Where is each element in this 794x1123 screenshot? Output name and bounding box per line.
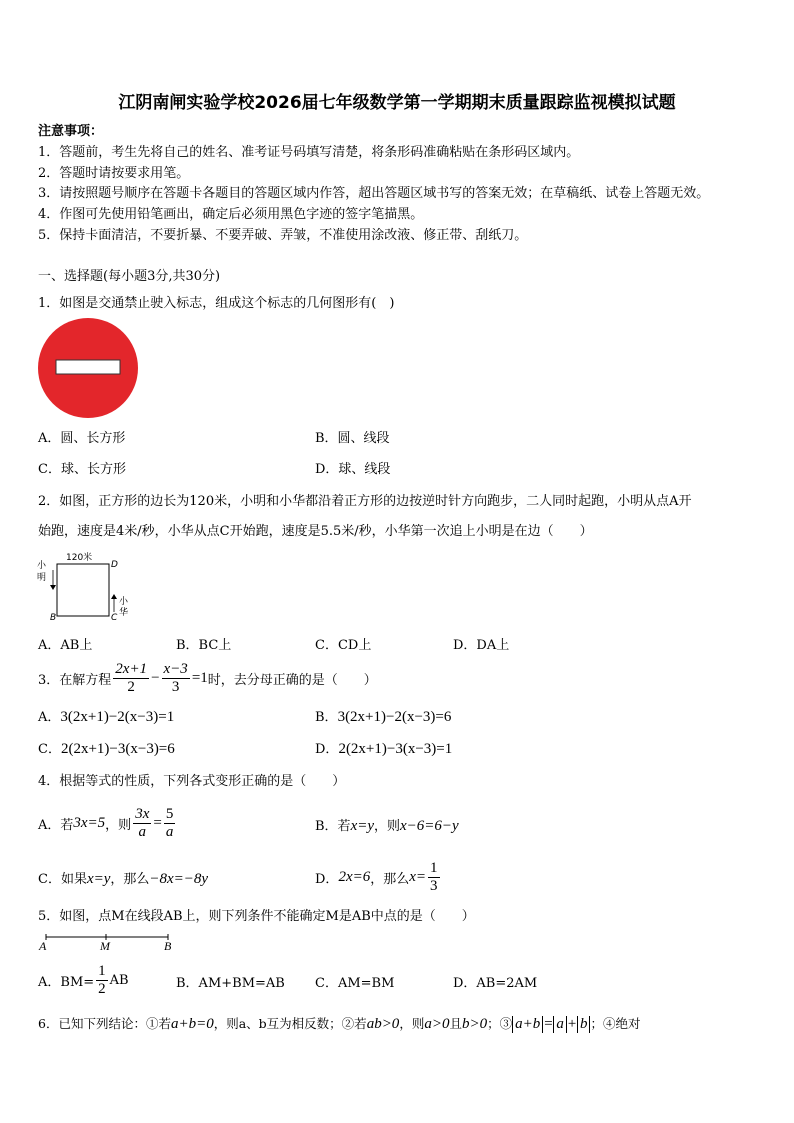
- xiaoming-char-1: 小: [37, 561, 47, 571]
- xiaohua-arrowhead: [111, 594, 117, 599]
- point-m-label: M: [100, 939, 110, 952]
- q6-equals: =: [543, 1016, 554, 1032]
- q3-stem-suffix: 时，去分母正确的是（ ）: [207, 672, 377, 688]
- q3-fraction-1-numerator: 2x+1: [115, 660, 148, 677]
- q4-b-then: ，则: [374, 819, 401, 834]
- q4-a-then: ，则: [105, 817, 132, 833]
- q3-fraction-2-numerator: x−3: [163, 660, 188, 677]
- q6-abs-b: b: [577, 1016, 591, 1033]
- q4-a-condition: 3x=5: [73, 814, 106, 831]
- side-length-label: 120米: [66, 553, 93, 563]
- q4-c-prefix: C．如果: [38, 872, 87, 887]
- q4-d-fraction: [428, 860, 440, 895]
- question-2-option-b: B．BC上: [176, 638, 232, 653]
- q6-math-4: b>0: [461, 1016, 488, 1032]
- segment-am-b-figure: [36, 932, 186, 952]
- q4-d-prefix: D．: [315, 871, 339, 887]
- question-2-stem-line-2: 始跑，速度是4米/秒，小华从点C开始跑，速度是5.5米/秒，小华第一次追上小明是在边（ ）: [38, 524, 593, 539]
- q3-a-math: 3(2x+1)−2(x−3)=1: [60, 709, 175, 725]
- q6-part-3: ，则: [399, 1016, 425, 1031]
- q3-c-math: 2(2x+1)−3(x−3)=6: [60, 741, 175, 757]
- q3-fraction-1: [113, 661, 149, 696]
- xiaoming-arrowhead: [50, 585, 56, 590]
- notice-item-5: 5．保持卡面清洁，不要折暴、不要弄破、弄皱，不准使用涂改液、修正带、刮纸刀。: [38, 228, 528, 243]
- question-4-option-b: [315, 815, 459, 835]
- q6-math-3: a>0: [424, 1016, 450, 1032]
- q3-c-label: C．: [38, 742, 61, 757]
- xiaohua-char-2: 华: [119, 608, 129, 618]
- question-3-option-a: [38, 706, 174, 726]
- q4-a-fraction-left-num: 3x: [135, 805, 150, 822]
- notice-item-4: 4．作图可先使用铅笔画出，确定后必须用黑色字迹的签字笔描黑。: [38, 207, 424, 222]
- vertex-c-label: C: [111, 613, 118, 623]
- square: [57, 564, 109, 616]
- question-4-stem: 4．根据等式的性质，下列各式变形正确的是（ ）: [38, 774, 346, 789]
- q4-a-fraction-right-den: a: [165, 823, 174, 840]
- question-2-option-d: D．DA上: [453, 638, 510, 653]
- question-1-stem: 1．如图是交通禁止驶入标志，组成这个标志的几何图形有( ): [38, 296, 395, 311]
- question-2-option-c: C．CD上: [315, 638, 372, 653]
- q4-a-fraction-right: [164, 806, 176, 841]
- q6-math-2: ab>0: [366, 1016, 400, 1032]
- q4-a-fraction-left: [133, 806, 151, 841]
- question-1-option-d: D．球、线段: [315, 462, 391, 477]
- q5-a-fraction-den: 2: [98, 980, 106, 997]
- q4-b-condition: x=y: [350, 818, 374, 834]
- q6-part-2: ，则a、b互为相反数；②若: [213, 1016, 367, 1031]
- point-b-label: B: [164, 939, 172, 952]
- q6-abs-a: a: [553, 1016, 567, 1033]
- xiaohua-char-1: 小: [119, 597, 129, 607]
- q4-c-then: ，那么: [110, 872, 150, 887]
- q3-b-math: 3(2x+1)−2(x−3)=6: [337, 709, 452, 725]
- q6-part-5: ；③: [487, 1016, 513, 1031]
- xiaoming-char-2: 明: [37, 573, 47, 583]
- q3-b-label: B．: [315, 710, 338, 725]
- vertex-b-label: B: [50, 613, 57, 623]
- vertex-d-label: D: [111, 560, 118, 570]
- q6-math-1: a+b=0: [170, 1016, 214, 1032]
- q4-a-fraction-left-den: a: [138, 823, 147, 840]
- question-5-option-d: D．AB=2AM: [453, 976, 538, 991]
- no-entry-sign-figure: [36, 316, 140, 420]
- q4-b-result: x−6=6−y: [400, 818, 459, 834]
- point-a-label: A: [39, 939, 47, 952]
- question-2-stem-line-1: 2．如图，正方形的边长为120米，小明和小华都沿着正方形的边按逆时针方向跑步，二人同时起跑，小明从点A开: [38, 494, 692, 509]
- q4-d-fraction-num: 1: [430, 859, 438, 876]
- notice-item-1: 1．答题前，考生先将自己的姓名、准考证号码填写清楚，将条形码准确粘贴在条形码区域内。: [38, 145, 580, 160]
- question-4-option-a: [38, 803, 177, 843]
- page-title: 江阴南闸实验学校2026届七年级数学第一学期期末质量跟踪监视模拟试题: [118, 93, 676, 113]
- question-4-option-c: [38, 868, 208, 888]
- q4-c-result: −8x=−8y: [149, 871, 209, 887]
- q5-a-fraction-num: 1: [98, 962, 106, 979]
- question-3-option-c: [38, 738, 175, 758]
- q3-d-label: D．: [315, 742, 339, 757]
- question-1-option-a: A．圆、长方形: [38, 431, 126, 446]
- q3-equals-one: =1: [191, 669, 208, 686]
- square-track-figure: [34, 550, 144, 625]
- question-1-option-b: B．圆、线段: [315, 431, 390, 446]
- question-3-option-d: [315, 738, 452, 758]
- q5-a-fraction: [96, 963, 108, 998]
- notice-item-3: 3．请按照题号顺序在答题卡各题目的答题区域内作答，超出答题区域书写的答案无效；在草稿纸、试卷上答题无效。: [38, 186, 710, 201]
- q3-fraction-2-denominator: 3: [171, 678, 180, 695]
- q4-a-equals: =: [153, 814, 162, 831]
- notice-heading: 注意事项：: [38, 124, 104, 139]
- question-3-stem: [38, 658, 377, 698]
- question-4-option-d: [315, 857, 442, 897]
- q3-d-math: 2(2x+1)−3(x−3)=1: [338, 741, 453, 757]
- section-heading: 一、选择题(每小题3分,共30分): [38, 269, 221, 284]
- q3-minus: −: [151, 669, 160, 686]
- q4-c-condition: x=y: [86, 871, 111, 887]
- question-5-option-c: C．AM=BM: [315, 976, 395, 991]
- q6-abs-sum: a+b: [512, 1016, 543, 1033]
- q6-part-6: ；④绝对: [590, 1016, 641, 1031]
- q4-d-then: ，那么: [370, 871, 410, 887]
- q4-d-condition: 2x=6: [338, 868, 371, 885]
- q4-a-fraction-right-num: 5: [165, 805, 174, 822]
- q3-stem-prefix: 3．在解方程: [38, 672, 112, 688]
- notice-item-2: 2．答题时请按要求用笔。: [38, 166, 190, 181]
- sign-rectangle: [56, 360, 120, 374]
- q4-a-prefix: A．若: [38, 817, 74, 833]
- question-6-stem: [38, 1014, 641, 1033]
- question-5-option-a: [38, 960, 129, 1000]
- q3-fraction-1-denominator: 2: [127, 678, 135, 695]
- question-5-option-b: B．AM+BM=AB: [176, 976, 285, 991]
- q4-d-result: x=: [409, 868, 427, 885]
- question-1-option-c: C．球、长方形: [38, 462, 126, 477]
- question-3-option-b: [315, 706, 451, 726]
- question-2-option-a: A．AB上: [38, 638, 93, 653]
- q6-part-4: 且: [449, 1016, 462, 1031]
- q6-part-1: 6．已知下列结论：①若: [38, 1016, 171, 1031]
- q4-b-prefix: B．若: [315, 819, 351, 834]
- q4-d-fraction-den: 3: [430, 877, 438, 894]
- question-5-stem: 5．如图，点M在线段AB上，则下列条件不能确定M是AB中点的是（ ）: [38, 909, 475, 924]
- q3-a-label: A．: [38, 710, 61, 725]
- q3-fraction-2: [162, 661, 190, 696]
- q5-a-prefix: A．BM=: [38, 974, 95, 990]
- q6-plus: +: [566, 1016, 577, 1032]
- q5-a-suffix: AB: [109, 972, 129, 988]
